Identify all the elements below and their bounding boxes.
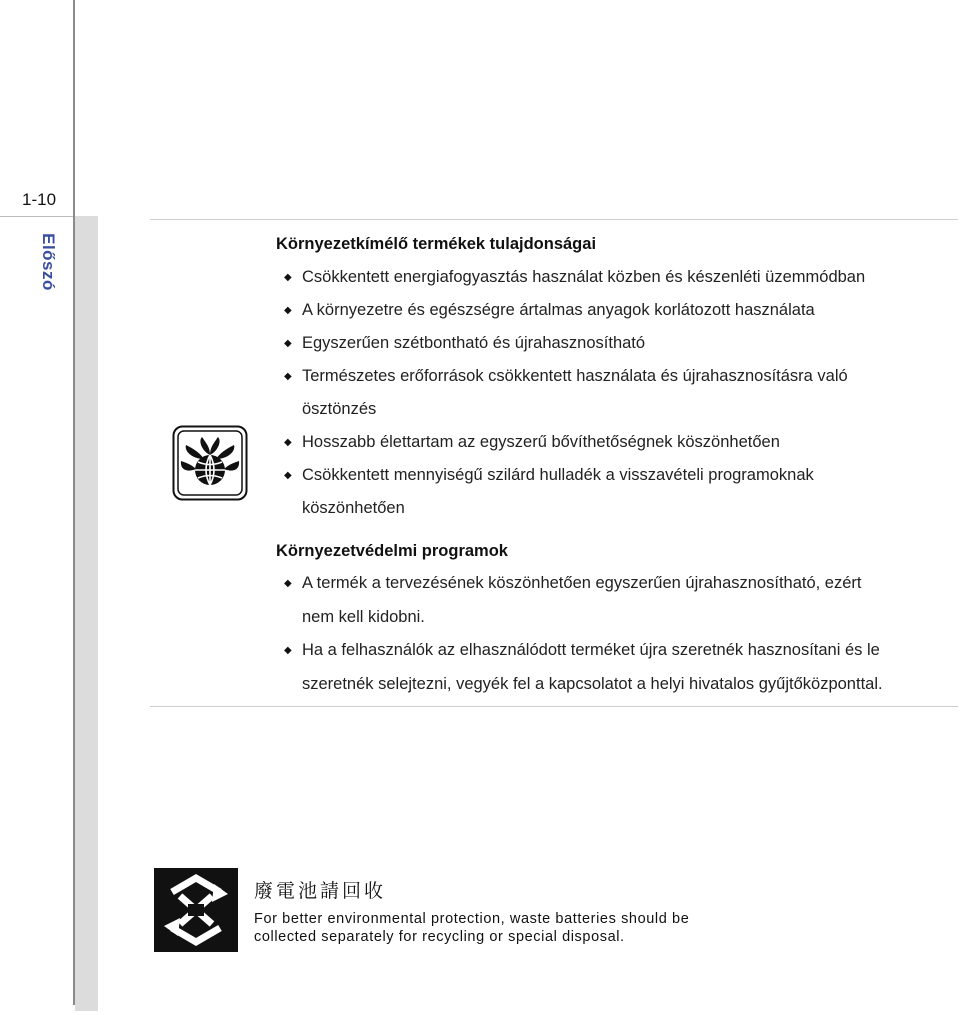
diamond-bullet-icon: ◆ <box>284 645 292 656</box>
diamond-bullet-icon: ◆ <box>284 305 292 316</box>
eco-features-heading: Környezetkímélő termékek tulajdonságai <box>276 235 597 253</box>
top-divider <box>150 219 958 220</box>
diamond-bullet-icon: ◆ <box>284 272 292 283</box>
page-number: 1-10 <box>22 190 57 209</box>
side-strip <box>75 216 98 1011</box>
eco-feature-line: Csökkentett energiafogyasztás használat közben és készenléti üzemmódban <box>302 268 866 286</box>
eco-globe-plant-icon <box>172 425 248 501</box>
eco-program-line-continuation: szeretnék selejtezni, vegyék fel a kapcsolatot a helyi hivatalos gyűjtőközponttal. <box>302 675 883 693</box>
eco-feature-line: Csökkentett mennyiségű szilárd hulladék a visszavételi programoknak <box>302 466 814 484</box>
battery-note-line: For better environmental protection, waste batteries should be <box>254 911 690 927</box>
eco-feature-line: Egyszerűen szétbontható és újrahasznosítható <box>302 334 646 352</box>
eco-programs-heading: Környezetvédelmi programok <box>276 542 508 560</box>
battery-note-line: collected separately for recycling or special disposal. <box>254 929 625 945</box>
diamond-bullet-icon: ◆ <box>284 578 292 589</box>
eco-feature-line-continuation: köszönhetően <box>302 499 405 517</box>
eco-program-line: A termék a tervezésének köszönhetően egyszerűen újrahasznosítható, ezért <box>302 574 862 592</box>
diamond-bullet-icon: ◆ <box>284 470 292 481</box>
section-label: Előszó <box>39 233 58 291</box>
diamond-bullet-icon: ◆ <box>284 338 292 349</box>
eco-feature-line: Hosszabb élettartam az egyszerű bővíthetőségnek köszönhetően <box>302 433 780 451</box>
eco-program-line: Ha a felhasználók az elhasználódott terméket újra szeretnék hasznosítani és le <box>302 641 880 659</box>
eco-feature-line: A környezetre és egészségre ártalmas anyagok korlátozott használata <box>302 301 815 319</box>
battery-recycle-icon <box>152 866 240 954</box>
eco-feature-line: Természetes erőforrások csökkentett használata és újrahasznosításra való <box>302 367 848 385</box>
diamond-bullet-icon: ◆ <box>284 437 292 448</box>
battery-recycle-chinese-text: 廢電池請回收 <box>254 881 387 902</box>
page-number-rule <box>0 216 73 217</box>
bottom-divider <box>150 706 958 707</box>
eco-feature-line-continuation: ösztönzés <box>302 400 377 418</box>
diamond-bullet-icon: ◆ <box>284 371 292 382</box>
eco-program-line-continuation: nem kell kidobni. <box>302 608 425 626</box>
